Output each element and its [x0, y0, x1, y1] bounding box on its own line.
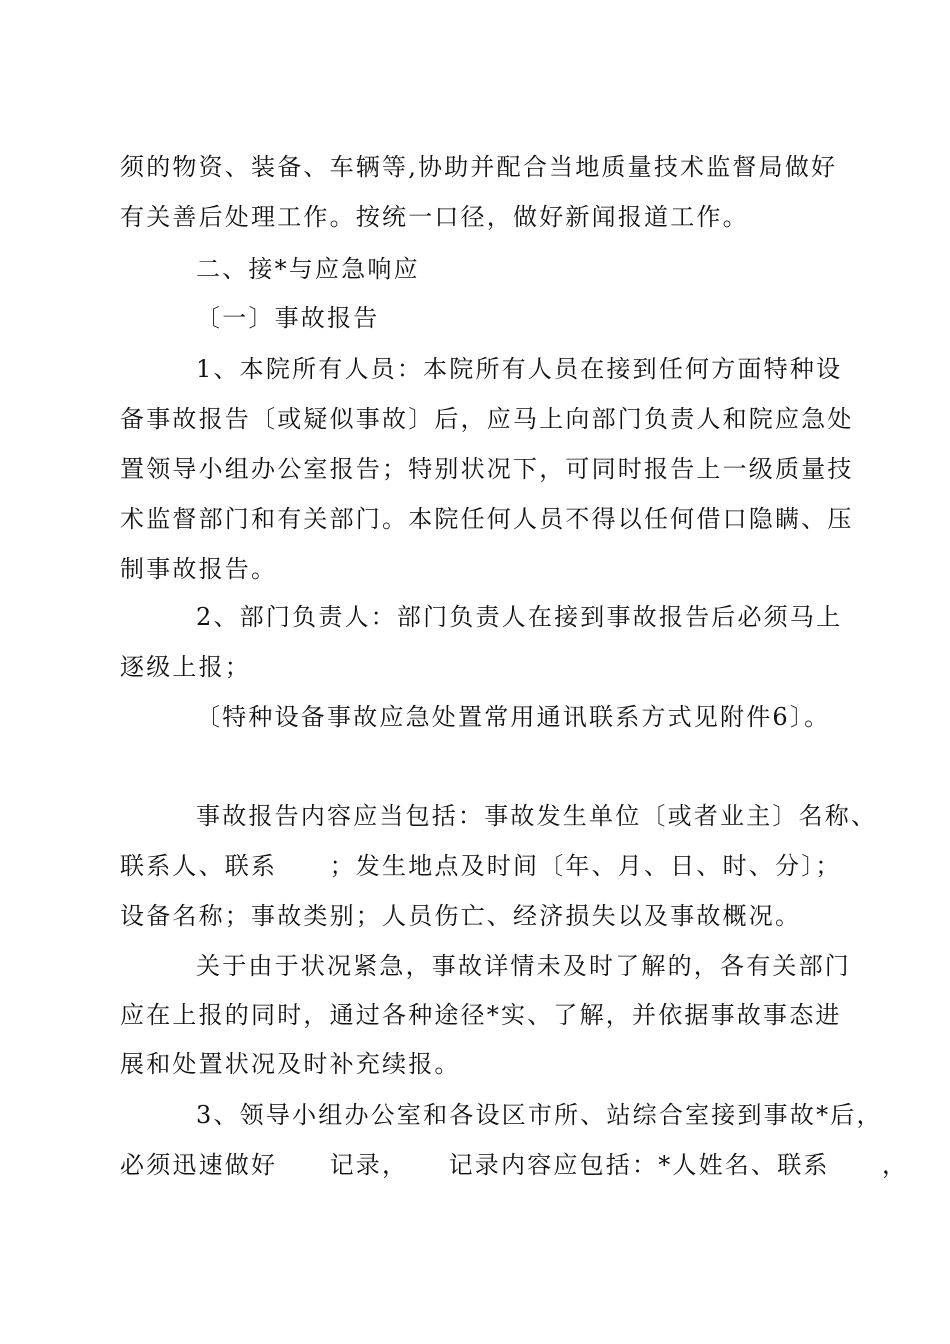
text-line: 展和处置状况及时补充续报。 — [120, 1050, 461, 1078]
subsection-heading: 〔一〕事故报告 — [196, 304, 380, 332]
text-line: 1、本院所有人员：本院所有人员在接到任何方面特种设 — [196, 355, 843, 383]
text-line: 必须迅速做好 记录， 记录内容应包括：*人姓名、联系 ， — [120, 1151, 909, 1179]
text-line: 须的物资、装备、车辆等,协助并配合当地质量技术监督局做好 — [120, 153, 838, 181]
text-line: 〔特种设备事故应急处置常用通讯联系方式见附件6〕。 — [196, 703, 831, 731]
text-line: 关于由于状况紧急，事故详情未及时了解的，各有关部门 — [196, 952, 851, 980]
text-line: 应在上报的同时，通过各种途径*实、了解，并依据事故事态进 — [120, 1001, 842, 1029]
text-line: 术监督部门和有关部门。本院任何人员不得以任何借口隐瞒、压 — [120, 505, 854, 533]
text-line: 2、部门负责人：部门负责人在接到事故报告后必须马上 — [196, 603, 843, 631]
text-line: 有关善后处理工作。按统一口径，做好新闻报道工作。 — [120, 203, 749, 231]
text-line: 逐级上报； — [120, 653, 251, 681]
section-heading: 二、接*与应急响应 — [196, 255, 420, 283]
text-line: 联系人、联系 ；发生地点及时间〔年、月、日、时、分〕； — [120, 852, 842, 880]
text-line: 3、领导小组办公室和各设区市所、站综合室接到事故*后， — [196, 1101, 883, 1129]
text-line: 置领导小组办公室报告；特别状况下，可同时报告上一级质量技 — [120, 455, 854, 483]
text-line: 制事故报告。 — [120, 555, 278, 583]
text-line: 设备名称；事故类别；人员伤亡、经济损失以及事故概况。 — [120, 902, 802, 930]
text-line: 事故报告内容应当包括：事故发生单位〔或者业主〕名称、 — [196, 802, 878, 830]
text-line: 备事故报告〔或疑似事故〕后，应马上向部门负责人和院应急处 — [120, 405, 854, 433]
